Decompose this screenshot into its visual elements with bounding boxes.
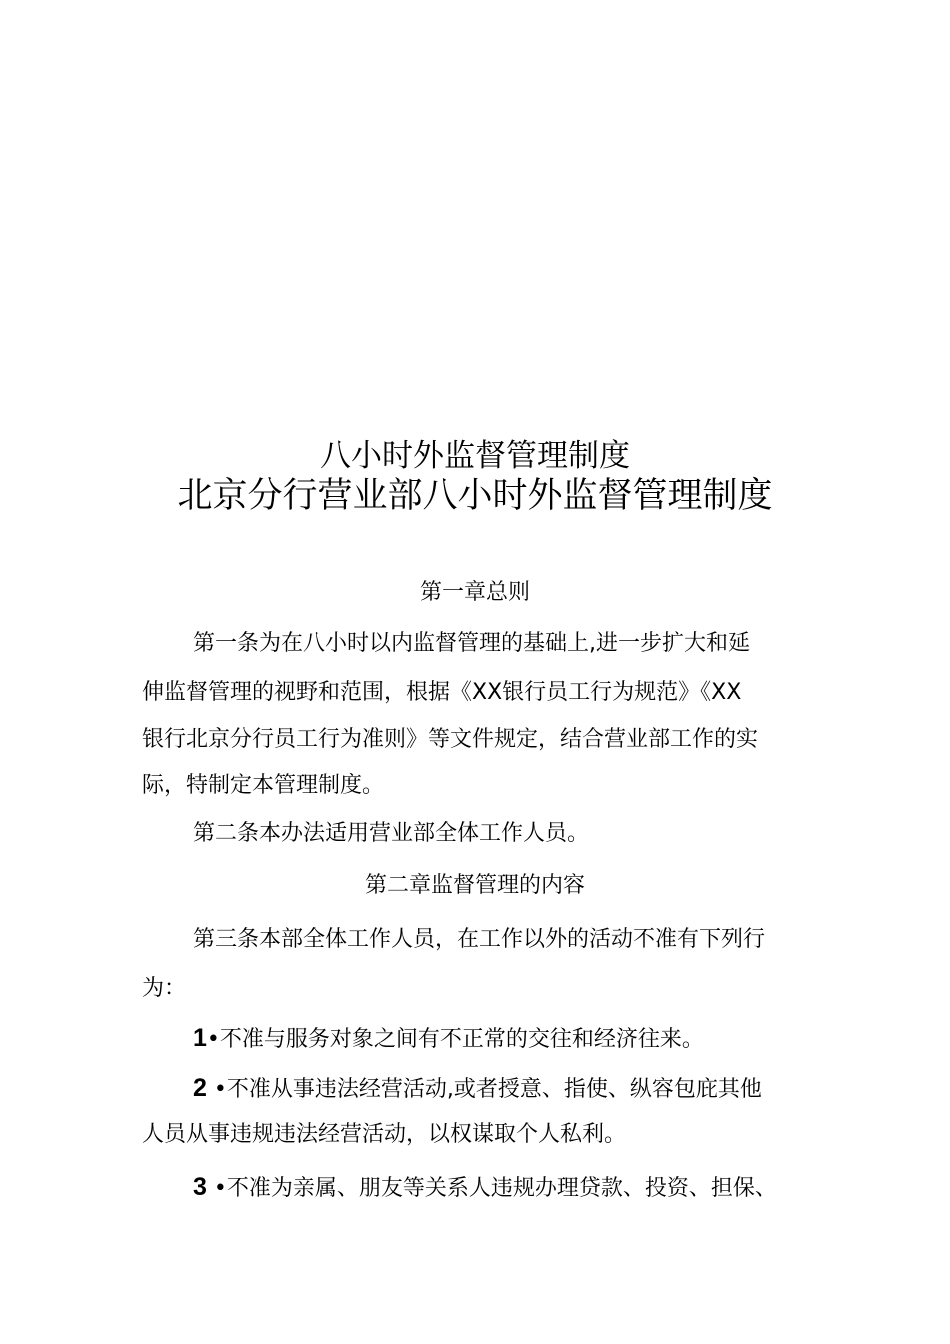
list-item-1 <box>193 1023 813 1055</box>
article1-line: 银行北京分行员工行为准则》等文件规定，结合营业部工作的实 <box>142 727 759 752</box>
list-item-separator: • <box>206 1027 220 1052</box>
article1-line: 第一条为在八小时以内监督管理的基础上,进一步扩大和延 <box>193 631 750 656</box>
chapter2-heading: 第二章监督管理的内容 <box>364 873 585 898</box>
list-item-separator: • <box>206 1176 227 1201</box>
document-title-line2: 北京分行营业部八小时外监督管理制度 <box>177 476 773 516</box>
article1-line: 伸监督管理的视野和范围，根据《XX银行员工行为规范》《XX <box>142 680 742 705</box>
list-item-separator: • <box>206 1077 227 1102</box>
list-item-number: 1 <box>193 1024 207 1052</box>
list-item-2-continuation: 人员从事违规违法经营活动，以权谋取个人私利。 <box>142 1122 627 1147</box>
list-item-text: 不准为亲属、朋友等关系人违规办理贷款、投资、担保、 <box>226 1176 777 1201</box>
list-item-2 <box>193 1073 813 1105</box>
document-title-line1: 八小时外监督管理制度 <box>320 438 630 474</box>
list-item-3 <box>193 1172 813 1204</box>
list-item-number: 2 <box>193 1074 207 1102</box>
list-item-number: 3 <box>193 1173 207 1201</box>
list-item-text: 不准与服务对象之间有不正常的交往和经济往来。 <box>219 1027 704 1052</box>
article1-line: 际，特制定本管理制度。 <box>142 773 385 798</box>
article3-line: 第三条本部全体工作人员，在工作以外的活动不准有下列行 <box>193 927 766 952</box>
article3-line: 为： <box>142 976 187 1001</box>
chapter1-heading: 第一章总则 <box>419 580 530 605</box>
list-item-text: 不准从事违法经营活动,或者授意、指使、纵容包庇其他 <box>226 1077 762 1102</box>
article2-text: 第二条本办法适用营业部全体工作人员。 <box>193 821 590 846</box>
